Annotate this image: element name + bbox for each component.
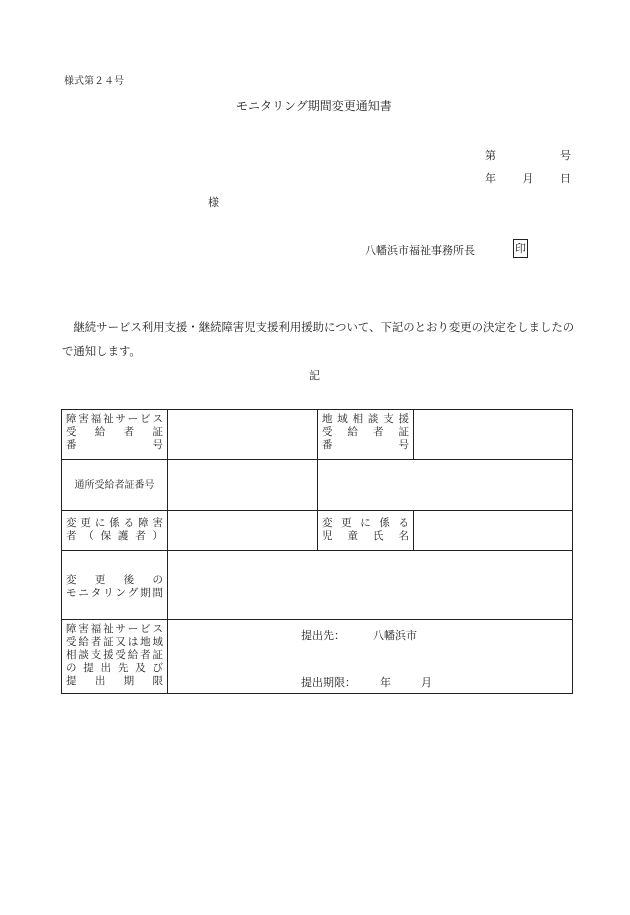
sender-name: 八幡浜市福祉事務所長 <box>365 244 475 257</box>
destination-line <box>301 629 417 642</box>
day-care-cert-number-field[interactable] <box>168 460 318 511</box>
label-line: 番号 <box>322 439 409 451</box>
label-line: 変更に係る <box>322 517 409 529</box>
label-line: 変更に係る障害 <box>66 517 163 529</box>
community-cert-number-field[interactable] <box>414 410 573 460</box>
table-row <box>62 410 573 460</box>
destination-value: 八幡浜市 <box>373 629 417 642</box>
child-name-field[interactable] <box>414 511 573 551</box>
label-line: 受給者証 <box>66 426 163 438</box>
document-title: モニタリング期間変更通知書 <box>236 99 392 113</box>
date-month: 月 <box>522 172 534 185</box>
label-line: 者（保護者） <box>66 530 163 542</box>
table-row <box>62 551 573 620</box>
deadline-line <box>301 676 432 689</box>
ki-heading: 記 <box>309 369 320 382</box>
welfare-cert-number-field[interactable] <box>168 410 318 460</box>
document-number-line <box>485 147 571 163</box>
person-label <box>62 511 168 551</box>
label-line: 地域相談支援 <box>322 413 409 425</box>
table-row <box>62 460 573 511</box>
label-line: 変更後の <box>66 573 163 586</box>
submission-label <box>62 620 168 694</box>
person-name-field[interactable] <box>168 511 318 551</box>
label-line: モニタリング期間 <box>66 586 163 599</box>
label-line: 受給者証又は地域 <box>66 636 163 648</box>
number-suffix: 号 <box>560 149 571 162</box>
number-prefix: 第 <box>485 149 496 162</box>
date-day: 日 <box>560 172 571 185</box>
submission-field <box>168 620 573 694</box>
community-cert-label <box>318 410 414 460</box>
seal-box: 印 <box>513 239 528 258</box>
label-line: 児童氏名 <box>322 530 409 542</box>
details-table <box>61 409 573 694</box>
label-line: 番号 <box>66 439 163 451</box>
child-label <box>318 511 414 551</box>
day-care-cert-label <box>62 460 168 511</box>
date-year: 年 <box>485 172 496 185</box>
label-line: 通所受給者証番号 <box>74 479 155 491</box>
deadline-year: 年 <box>380 676 391 689</box>
label-line: の提出先及び <box>66 662 163 674</box>
table-row <box>62 511 573 551</box>
welfare-cert-label <box>62 410 168 460</box>
deadline-month: 月 <box>421 676 432 689</box>
label-line: 障害福祉サービス <box>66 413 163 425</box>
table-row <box>62 620 573 694</box>
addressee-suffix: 様 <box>208 196 219 209</box>
period-field[interactable] <box>168 551 573 620</box>
deadline-label: 提出期限： <box>301 676 356 689</box>
date-line <box>485 170 571 186</box>
label-line: 相談支援受給者証 <box>66 649 163 661</box>
period-label <box>62 551 168 620</box>
label-line: 提出期限 <box>66 675 163 687</box>
body-paragraph: 継続サービス利用支援・継続障害児支援利用援助について、下記のとおり変更の決定をしましたので通知します。 <box>62 320 575 358</box>
label-line: 障害福祉サービス <box>66 623 163 635</box>
label-line: 受給者証 <box>322 426 409 438</box>
form-number: 様式第２４号 <box>64 76 124 87</box>
destination-label: 提出先： <box>301 629 345 642</box>
blank-cell <box>318 460 573 511</box>
